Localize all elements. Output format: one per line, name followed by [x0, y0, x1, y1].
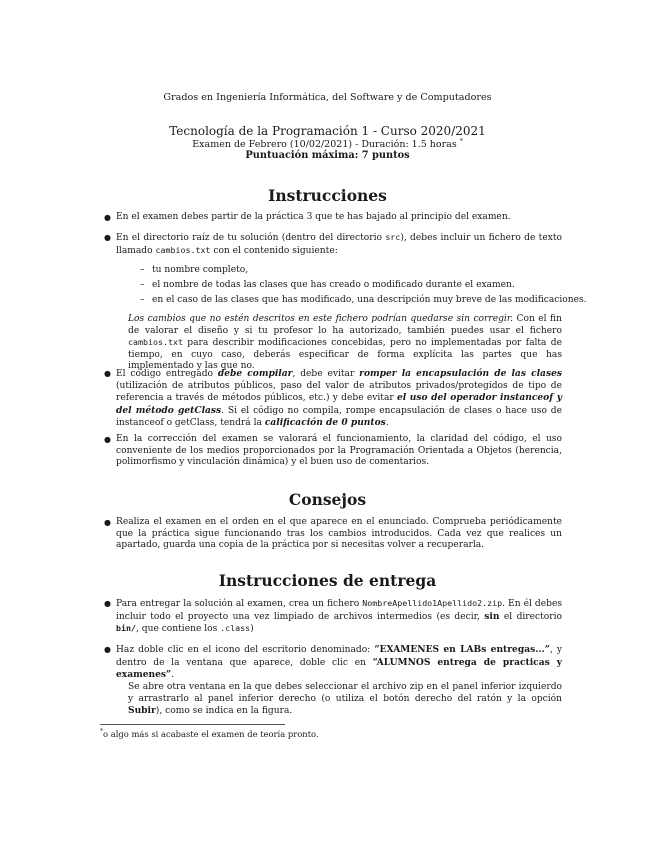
exam-date-duration: Examen de Febrero (10/02/2021) - Duración: 1.5 horas: [192, 139, 457, 151]
bullet-icon: ●: [104, 518, 111, 527]
entrega-text-1d: , que contiene los: [135, 624, 218, 635]
consejos-text-1: Realiza el examen en el orden en el que aparece en el enunciado. Comprueba periódicamente que la práctica sigue funcionando tras los cambios introducidos. Cada vez que realices un apartado, guarda una copia de la práctica por si necesitas volver a recuperarla.: [116, 517, 562, 551]
instr-text-1: En el examen debes partir de la práctica 3 que te has bajado al principio del examen.: [116, 212, 511, 222]
exam-subtitle: [0, 138, 655, 150]
instr-item-2: [104, 232, 562, 257]
entrega-text-1e: ): [250, 624, 254, 635]
entrega-heading: Instrucciones de entrega: [218, 571, 437, 590]
dash-icon: –: [140, 295, 145, 305]
cambios-file: cambios.txt: [155, 244, 211, 255]
sub-text-1: tu nombre completo,: [152, 265, 249, 275]
sub-text-2: el nombre de todas las clases que has creado o modificado durante el examen.: [152, 280, 515, 290]
consejos-item-1: [104, 517, 562, 552]
footnote-mark: *: [100, 728, 103, 735]
cambios-text-b: para describir modificaciones concebidas, pero no implementadas por falta de tiempo, en cuyo caso, deberás especificar de forma explícita las partes que has implementado y las que no.: [128, 338, 562, 372]
footnote-rule: [100, 724, 285, 725]
entrega-paragraph-b: ), como se indica en la figura.: [155, 706, 293, 717]
emph-cero-puntos: calificación de 0 puntos: [264, 417, 386, 429]
entrega-text-1b: . En él debes incluir todo el proyecto una vez limpiado de archivos intermedios (es decir,: [116, 599, 562, 622]
bullet-icon: ●: [104, 645, 111, 654]
zip-filename: NombreApellido1Apellido2.zip: [362, 598, 503, 608]
entrega-text-2c: .: [171, 670, 175, 681]
entrega-text-2a: Haz doble clic en el icono del escritorio denominado:: [116, 645, 371, 655]
instr-text-3b: , debe evitar: [292, 369, 355, 379]
instr-text-3a: El código entregado: [116, 369, 213, 379]
instr-text-3c: (utilización de atributos públicos, paso del valor de atributos privados/protegidos de tipo de referencia a través de métodos públicos, etc.) y debe evitar: [116, 380, 562, 404]
footnote: [100, 728, 319, 739]
consejos-heading: Consejos: [288, 490, 367, 509]
dash-icon: –: [140, 265, 145, 275]
desktop-icon-name: “EXAMENES en LABs entregas...”: [374, 644, 550, 655]
emph-subir: Subir: [128, 705, 156, 717]
entrega-paragraph-a: Se abre otra ventana en la que debes seleccionar el archivo zip en el panel inferior izquierdo y arrastrarlo al panel inferior derecho (o utiliza el botón derecho del ratón y la opción: [128, 682, 562, 704]
emph-encapsulacion: romper la encapsulación de las clases: [359, 368, 562, 379]
sub-item-2: [140, 280, 515, 292]
entrega-item-1: [104, 598, 562, 636]
emph-instanceof: el uso del operador instanceof y del método getClass: [116, 392, 562, 416]
sub-text-3: en el caso de las clases que has modificado, una descripción muy breve de las modificaciones.: [152, 295, 587, 305]
bullet-icon: ●: [104, 599, 111, 608]
entrega-text-1a: Para entregar la solución al examen, crea un fichero: [116, 599, 360, 609]
src-dir: src: [385, 232, 401, 242]
footnote-marker: *: [459, 138, 463, 145]
emph-sin: sin: [484, 610, 500, 622]
emph-compilar: debe compilar: [217, 368, 293, 379]
instr-text-2c: con el contenido siguiente:: [213, 245, 338, 256]
instr-item-1: [104, 212, 562, 224]
bullet-icon: ●: [104, 435, 111, 444]
bin-dir: bin/: [116, 623, 136, 634]
bullet-icon: ●: [104, 233, 111, 242]
bullet-icon: ●: [104, 369, 111, 378]
cambios-text-a: Con el fin de valorar el diseño y si tu profesor lo ha autorizado, también puedes usar el fichero: [128, 314, 562, 336]
instr-text-3-end: .: [385, 418, 389, 429]
entrega-item-2: [104, 644, 563, 682]
entrega-paragraph: [128, 682, 562, 718]
folder-name: “ALUMNOS entrega de practicas y examenes”: [116, 656, 562, 681]
course-title: Tecnología de la Programación 1 - Curso 2020/2021: [169, 124, 486, 138]
dash-icon: –: [140, 280, 145, 290]
entrega-text-1c: el directorio: [503, 611, 562, 622]
instrucciones-heading: Instrucciones: [268, 186, 387, 205]
footnote-text: o algo más si acabaste el examen de teoría pronto.: [103, 728, 319, 739]
instr-text-2a: En el directorio raíz de tu solución (dentro del directorio: [116, 233, 382, 243]
sub-item-1: [140, 265, 248, 277]
cambios-warning: Los cambios que no estén descritos en este fichero podrían quedarse sin corregir.: [128, 314, 514, 324]
instr-text-4: En la corrección del examen se valorará el funcionamiento, la claridad del código, el uso conveniente de los medios proporcionados por la Programación Orientada a Objetos (herencia, polimorfismo y vinculación dinámica) y el buen uso de comentarios.: [116, 434, 562, 468]
max-score: Puntuación máxima: 7 puntos: [245, 150, 410, 161]
instr-item-4: [104, 434, 562, 469]
degrees-line: Grados en Ingeniería Informática, del Software y de Computadores: [163, 92, 492, 103]
sub-item-3: [140, 295, 587, 307]
class-files: .class: [220, 623, 251, 634]
bullet-icon: ●: [104, 213, 111, 222]
cambios-file-2: cambios.txt: [128, 337, 183, 348]
instr-text-3d: . Si el código no compila, rompe encapsulación de clases o hace uso de instanceof o getClass, tendrá la: [116, 405, 562, 429]
instr-text-2b: ), debes incluir un fichero de texto llamado: [116, 233, 562, 256]
cambios-paragraph: [128, 314, 562, 373]
entrega-text-2b: , y dentro de la ventana que aparece, doble clic en: [116, 645, 563, 668]
instr-item-3: [104, 368, 562, 430]
